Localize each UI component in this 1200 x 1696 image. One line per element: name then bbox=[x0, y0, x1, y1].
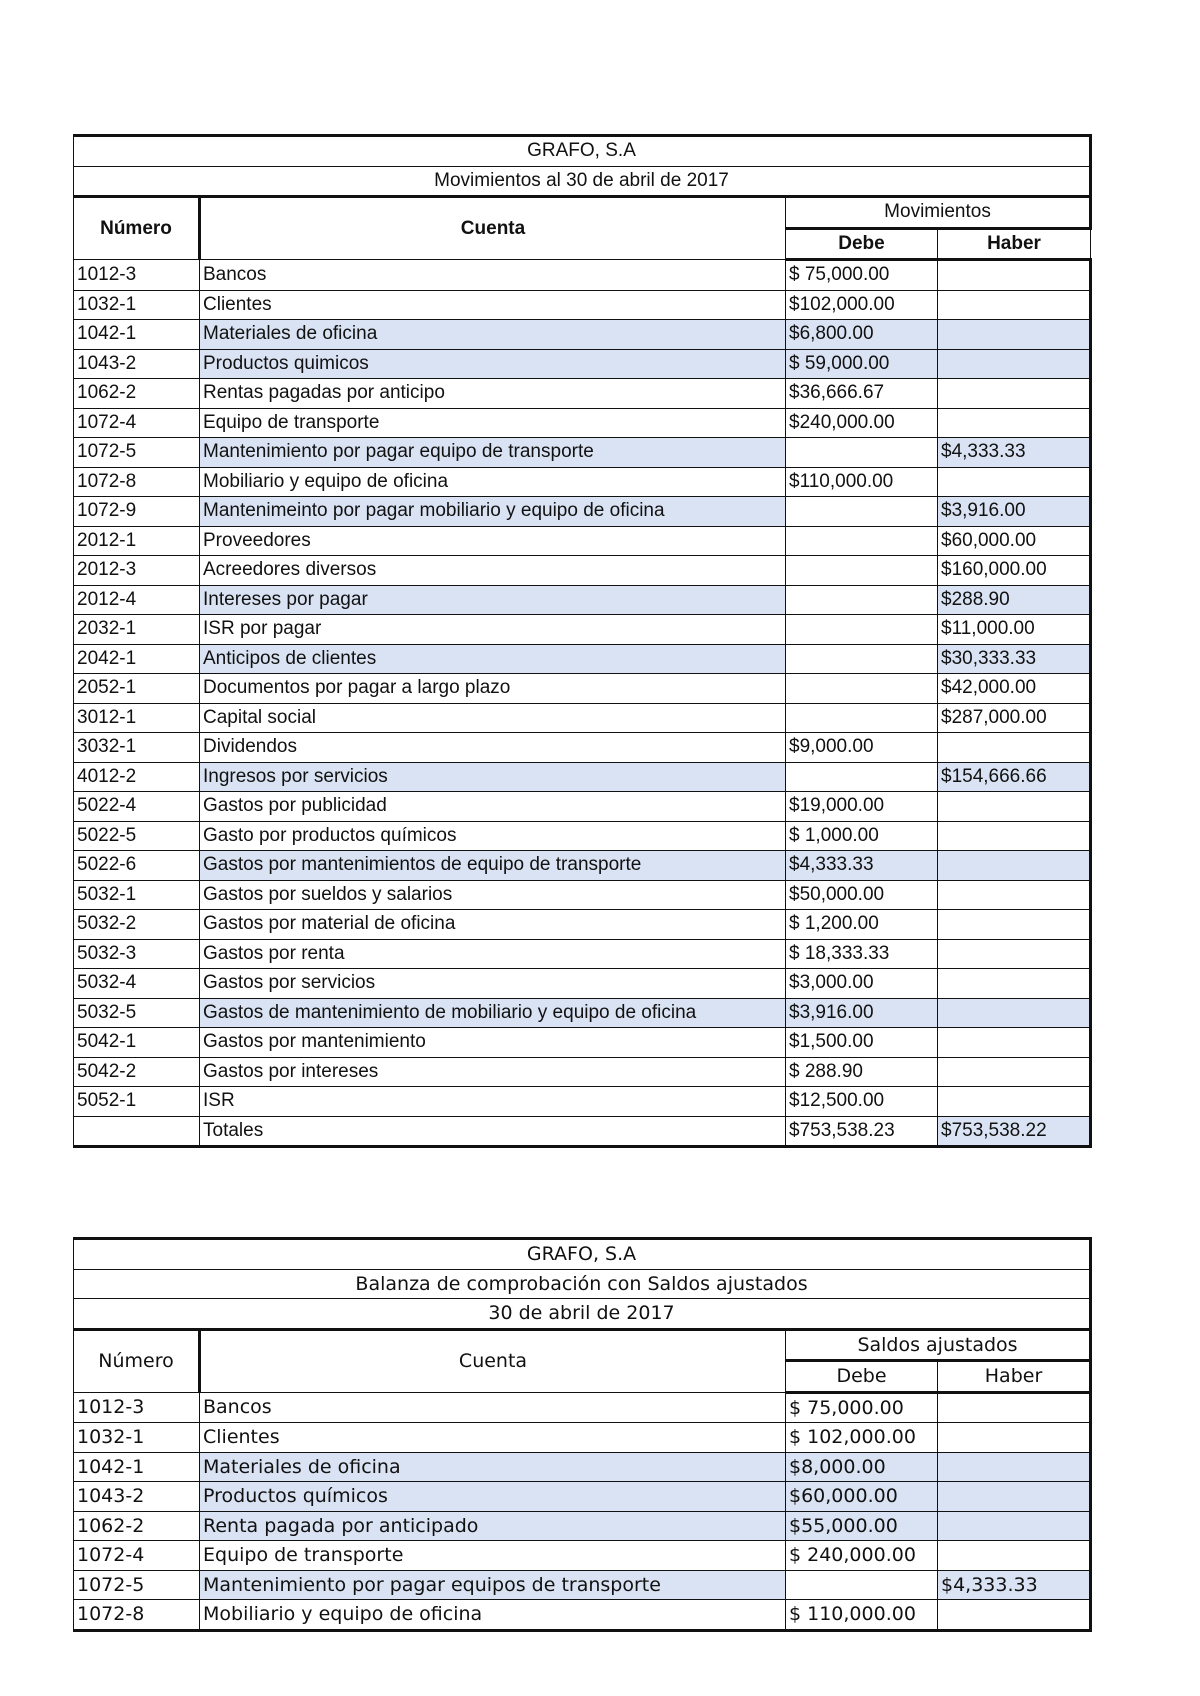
account-number: 4012-2 bbox=[74, 762, 200, 792]
account-name: Acreedores diversos bbox=[200, 556, 786, 586]
debe-amount: $ 75,000.00 bbox=[786, 1392, 938, 1423]
table-row bbox=[74, 438, 1091, 468]
debe-amount: $9,000.00 bbox=[786, 733, 938, 763]
account-name: Proveedores bbox=[200, 526, 786, 556]
account-number: 3012-1 bbox=[74, 703, 200, 733]
debe-amount bbox=[786, 615, 938, 645]
account-number: 1062-2 bbox=[74, 1511, 200, 1541]
debe-amount bbox=[786, 556, 938, 586]
debe-amount bbox=[786, 644, 938, 674]
account-number: 1043-2 bbox=[74, 1482, 200, 1512]
haber-amount: $4,333.33 bbox=[938, 438, 1091, 468]
account-name: Mantenimiento por pagar equipos de transporte bbox=[200, 1570, 786, 1600]
account-number: 3032-1 bbox=[74, 733, 200, 763]
account-name: Gastos por material de oficina bbox=[200, 910, 786, 940]
haber-amount bbox=[938, 379, 1091, 409]
debe-amount: $6,800.00 bbox=[786, 320, 938, 350]
table-row bbox=[74, 644, 1091, 674]
header-haber: Haber bbox=[938, 1361, 1091, 1393]
haber-amount bbox=[938, 1392, 1091, 1423]
table-row bbox=[74, 1482, 1091, 1512]
haber-amount bbox=[938, 1087, 1091, 1117]
table-row bbox=[74, 939, 1091, 969]
debe-amount: $3,916.00 bbox=[786, 998, 938, 1028]
haber-amount bbox=[938, 408, 1091, 438]
account-name: Clientes bbox=[200, 290, 786, 320]
header-haber: Haber bbox=[938, 228, 1091, 260]
table-subtitle: Balanza de comprobación con Saldos ajustados bbox=[74, 1269, 1091, 1299]
account-number: 1072-4 bbox=[74, 408, 200, 438]
debe-amount bbox=[786, 703, 938, 733]
debe-amount: $ 75,000.00 bbox=[786, 260, 938, 291]
haber-amount bbox=[938, 939, 1091, 969]
header-saldos-ajustados: Saldos ajustados bbox=[786, 1329, 1091, 1361]
table-row bbox=[74, 1028, 1091, 1058]
account-name: Dividendos bbox=[200, 733, 786, 763]
account-name: Gastos por servicios bbox=[200, 969, 786, 999]
account-name: Documentos por pagar a largo plazo bbox=[200, 674, 786, 704]
account-number: 1012-3 bbox=[74, 260, 200, 291]
table-row bbox=[74, 526, 1091, 556]
account-number: 2012-1 bbox=[74, 526, 200, 556]
table-row bbox=[74, 497, 1091, 527]
haber-amount: $3,916.00 bbox=[938, 497, 1091, 527]
haber-amount bbox=[938, 320, 1091, 350]
haber-amount bbox=[938, 260, 1091, 291]
account-name: Gasto por productos químicos bbox=[200, 821, 786, 851]
debe-amount: $ 110,000.00 bbox=[786, 1600, 938, 1631]
account-number: 1072-9 bbox=[74, 497, 200, 527]
header-numero: Número bbox=[74, 1329, 200, 1392]
account-name: Equipo de transporte bbox=[200, 408, 786, 438]
haber-amount bbox=[938, 792, 1091, 822]
account-name: Gastos por mantenimiento bbox=[200, 1028, 786, 1058]
haber-amount: $60,000.00 bbox=[938, 526, 1091, 556]
header-cuenta: Cuenta bbox=[200, 1329, 786, 1392]
debe-amount bbox=[786, 762, 938, 792]
haber-amount: $288.90 bbox=[938, 585, 1091, 615]
table-row bbox=[74, 733, 1091, 763]
account-number: 5022-4 bbox=[74, 792, 200, 822]
account-name: Mantenimeinto por pagar mobiliario y equipo de oficina bbox=[200, 497, 786, 527]
haber-amount: $11,000.00 bbox=[938, 615, 1091, 645]
table-row bbox=[74, 467, 1091, 497]
debe-amount: $110,000.00 bbox=[786, 467, 938, 497]
haber-amount bbox=[938, 1482, 1091, 1512]
debe-amount bbox=[786, 438, 938, 468]
header-movimientos: Movimientos bbox=[786, 197, 1091, 229]
account-name: Rentas pagadas por anticipo bbox=[200, 379, 786, 409]
haber-amount bbox=[938, 1423, 1091, 1453]
account-number: 1032-1 bbox=[74, 1423, 200, 1453]
totals-label: Totales bbox=[200, 1116, 786, 1147]
account-name: Capital social bbox=[200, 703, 786, 733]
account-name: Mobiliario y equipo de oficina bbox=[200, 1600, 786, 1631]
account-number: 5022-6 bbox=[74, 851, 200, 881]
balanza-table bbox=[73, 1237, 1092, 1632]
account-number: 1012-3 bbox=[74, 1392, 200, 1423]
debe-amount: $19,000.00 bbox=[786, 792, 938, 822]
account-name: ISR bbox=[200, 1087, 786, 1117]
haber-amount: $160,000.00 bbox=[938, 556, 1091, 586]
account-number: 5032-4 bbox=[74, 969, 200, 999]
haber-amount bbox=[938, 733, 1091, 763]
table-subtitle: Movimientos al 30 de abril de 2017 bbox=[74, 166, 1091, 197]
haber-amount bbox=[938, 821, 1091, 851]
table-row bbox=[74, 1452, 1091, 1482]
haber-amount bbox=[938, 1057, 1091, 1087]
debe-amount bbox=[786, 585, 938, 615]
account-name: Gastos por renta bbox=[200, 939, 786, 969]
account-name: Gastos por intereses bbox=[200, 1057, 786, 1087]
haber-amount bbox=[938, 1600, 1091, 1631]
table-row bbox=[74, 674, 1091, 704]
account-number: 1072-8 bbox=[74, 467, 200, 497]
table-row bbox=[74, 1541, 1091, 1571]
company-title: GRAFO, S.A bbox=[74, 136, 1091, 167]
account-name: Clientes bbox=[200, 1423, 786, 1453]
account-name: Gastos por publicidad bbox=[200, 792, 786, 822]
header-cuenta: Cuenta bbox=[200, 197, 786, 260]
haber-amount bbox=[938, 1511, 1091, 1541]
account-number: 5032-1 bbox=[74, 880, 200, 910]
debe-amount: $240,000.00 bbox=[786, 408, 938, 438]
table-row bbox=[74, 1392, 1091, 1423]
account-number: 1072-5 bbox=[74, 438, 200, 468]
haber-amount bbox=[938, 290, 1091, 320]
haber-amount: $30,333.33 bbox=[938, 644, 1091, 674]
haber-amount bbox=[938, 1452, 1091, 1482]
haber-amount: $42,000.00 bbox=[938, 674, 1091, 704]
debe-amount: $1,500.00 bbox=[786, 1028, 938, 1058]
debe-amount: $60,000.00 bbox=[786, 1482, 938, 1512]
table-row bbox=[74, 851, 1091, 881]
account-name: ISR por pagar bbox=[200, 615, 786, 645]
header-numero: Número bbox=[74, 197, 200, 260]
table-row bbox=[74, 1087, 1091, 1117]
account-number: 1042-1 bbox=[74, 320, 200, 350]
account-name: Anticipos de clientes bbox=[200, 644, 786, 674]
haber-amount bbox=[938, 1541, 1091, 1571]
table-row bbox=[74, 910, 1091, 940]
haber-amount: $154,666.66 bbox=[938, 762, 1091, 792]
table-row bbox=[74, 821, 1091, 851]
totals-number bbox=[74, 1116, 200, 1147]
account-number: 5032-3 bbox=[74, 939, 200, 969]
account-number: 2012-4 bbox=[74, 585, 200, 615]
account-number: 1043-2 bbox=[74, 349, 200, 379]
account-number: 5032-5 bbox=[74, 998, 200, 1028]
debe-amount: $ 1,000.00 bbox=[786, 821, 938, 851]
account-name: Gastos por sueldos y salarios bbox=[200, 880, 786, 910]
haber-amount bbox=[938, 969, 1091, 999]
haber-amount bbox=[938, 467, 1091, 497]
table-row bbox=[74, 762, 1091, 792]
table-row bbox=[74, 349, 1091, 379]
account-name: Productos quimicos bbox=[200, 349, 786, 379]
table-row bbox=[74, 1600, 1091, 1631]
debe-amount: $50,000.00 bbox=[786, 880, 938, 910]
account-number: 5052-1 bbox=[74, 1087, 200, 1117]
haber-amount bbox=[938, 851, 1091, 881]
account-number: 1072-4 bbox=[74, 1541, 200, 1571]
account-number: 1072-5 bbox=[74, 1570, 200, 1600]
account-name: Intereses por pagar bbox=[200, 585, 786, 615]
account-name: Materiales de oficina bbox=[200, 320, 786, 350]
debe-amount: $8,000.00 bbox=[786, 1452, 938, 1482]
haber-amount: $287,000.00 bbox=[938, 703, 1091, 733]
table-row bbox=[74, 320, 1091, 350]
table-row bbox=[74, 585, 1091, 615]
debe-amount: $ 102,000.00 bbox=[786, 1423, 938, 1453]
debe-amount: $ 240,000.00 bbox=[786, 1541, 938, 1571]
table-row bbox=[74, 1423, 1091, 1453]
haber-amount bbox=[938, 910, 1091, 940]
table-row bbox=[74, 880, 1091, 910]
debe-amount: $55,000.00 bbox=[786, 1511, 938, 1541]
haber-amount bbox=[938, 1028, 1091, 1058]
account-name: Bancos bbox=[200, 260, 786, 291]
debe-amount: $ 59,000.00 bbox=[786, 349, 938, 379]
table-date: 30 de abril de 2017 bbox=[74, 1299, 1091, 1330]
table-row bbox=[74, 998, 1091, 1028]
account-name: Productos químicos bbox=[200, 1482, 786, 1512]
haber-amount bbox=[938, 880, 1091, 910]
debe-amount: $ 288.90 bbox=[786, 1057, 938, 1087]
table-row bbox=[74, 379, 1091, 409]
debe-amount: $3,000.00 bbox=[786, 969, 938, 999]
totals-debe: $753,538.23 bbox=[786, 1116, 938, 1147]
account-number: 2032-1 bbox=[74, 615, 200, 645]
account-name: Bancos bbox=[200, 1392, 786, 1423]
account-name: Gastos por mantenimientos de equipo de transporte bbox=[200, 851, 786, 881]
account-number: 2012-3 bbox=[74, 556, 200, 586]
account-number: 1042-1 bbox=[74, 1452, 200, 1482]
totals-haber: $753,538.22 bbox=[938, 1116, 1091, 1147]
haber-amount: $4,333.33 bbox=[938, 1570, 1091, 1600]
account-name: Materiales de oficina bbox=[200, 1452, 786, 1482]
table-row bbox=[74, 290, 1091, 320]
haber-amount bbox=[938, 349, 1091, 379]
debe-amount bbox=[786, 1570, 938, 1600]
debe-amount: $12,500.00 bbox=[786, 1087, 938, 1117]
account-name: Gastos de mantenimiento de mobiliario y equipo de oficina bbox=[200, 998, 786, 1028]
debe-amount bbox=[786, 674, 938, 704]
account-number: 5032-2 bbox=[74, 910, 200, 940]
totals-row bbox=[74, 1116, 1091, 1147]
account-name: Equipo de transporte bbox=[200, 1541, 786, 1571]
account-number: 2052-1 bbox=[74, 674, 200, 704]
table-row bbox=[74, 1057, 1091, 1087]
table-row bbox=[74, 1570, 1091, 1600]
account-name: Mantenimiento por pagar equipo de transporte bbox=[200, 438, 786, 468]
account-number: 1072-8 bbox=[74, 1600, 200, 1631]
account-number: 5022-5 bbox=[74, 821, 200, 851]
header-debe: Debe bbox=[786, 1361, 938, 1393]
debe-amount: $ 18,333.33 bbox=[786, 939, 938, 969]
table-row bbox=[74, 792, 1091, 822]
debe-amount bbox=[786, 526, 938, 556]
haber-amount bbox=[938, 998, 1091, 1028]
table-row bbox=[74, 556, 1091, 586]
account-name: Ingresos por servicios bbox=[200, 762, 786, 792]
debe-amount bbox=[786, 497, 938, 527]
account-number: 5042-1 bbox=[74, 1028, 200, 1058]
debe-amount: $102,000.00 bbox=[786, 290, 938, 320]
movimientos-table bbox=[73, 134, 1092, 1148]
table-row bbox=[74, 260, 1091, 291]
debe-amount: $4,333.33 bbox=[786, 851, 938, 881]
debe-amount: $ 1,200.00 bbox=[786, 910, 938, 940]
account-name: Renta pagada por anticipado bbox=[200, 1511, 786, 1541]
account-name: Mobiliario y equipo de oficina bbox=[200, 467, 786, 497]
table-row bbox=[74, 1511, 1091, 1541]
account-number: 2042-1 bbox=[74, 644, 200, 674]
company-title: GRAFO, S.A bbox=[74, 1239, 1091, 1270]
table-row bbox=[74, 969, 1091, 999]
table-row bbox=[74, 703, 1091, 733]
header-debe: Debe bbox=[786, 228, 938, 260]
account-number: 5042-2 bbox=[74, 1057, 200, 1087]
table-row bbox=[74, 408, 1091, 438]
table-row bbox=[74, 615, 1091, 645]
account-number: 1032-1 bbox=[74, 290, 200, 320]
account-number: 1062-2 bbox=[74, 379, 200, 409]
debe-amount: $36,666.67 bbox=[786, 379, 938, 409]
